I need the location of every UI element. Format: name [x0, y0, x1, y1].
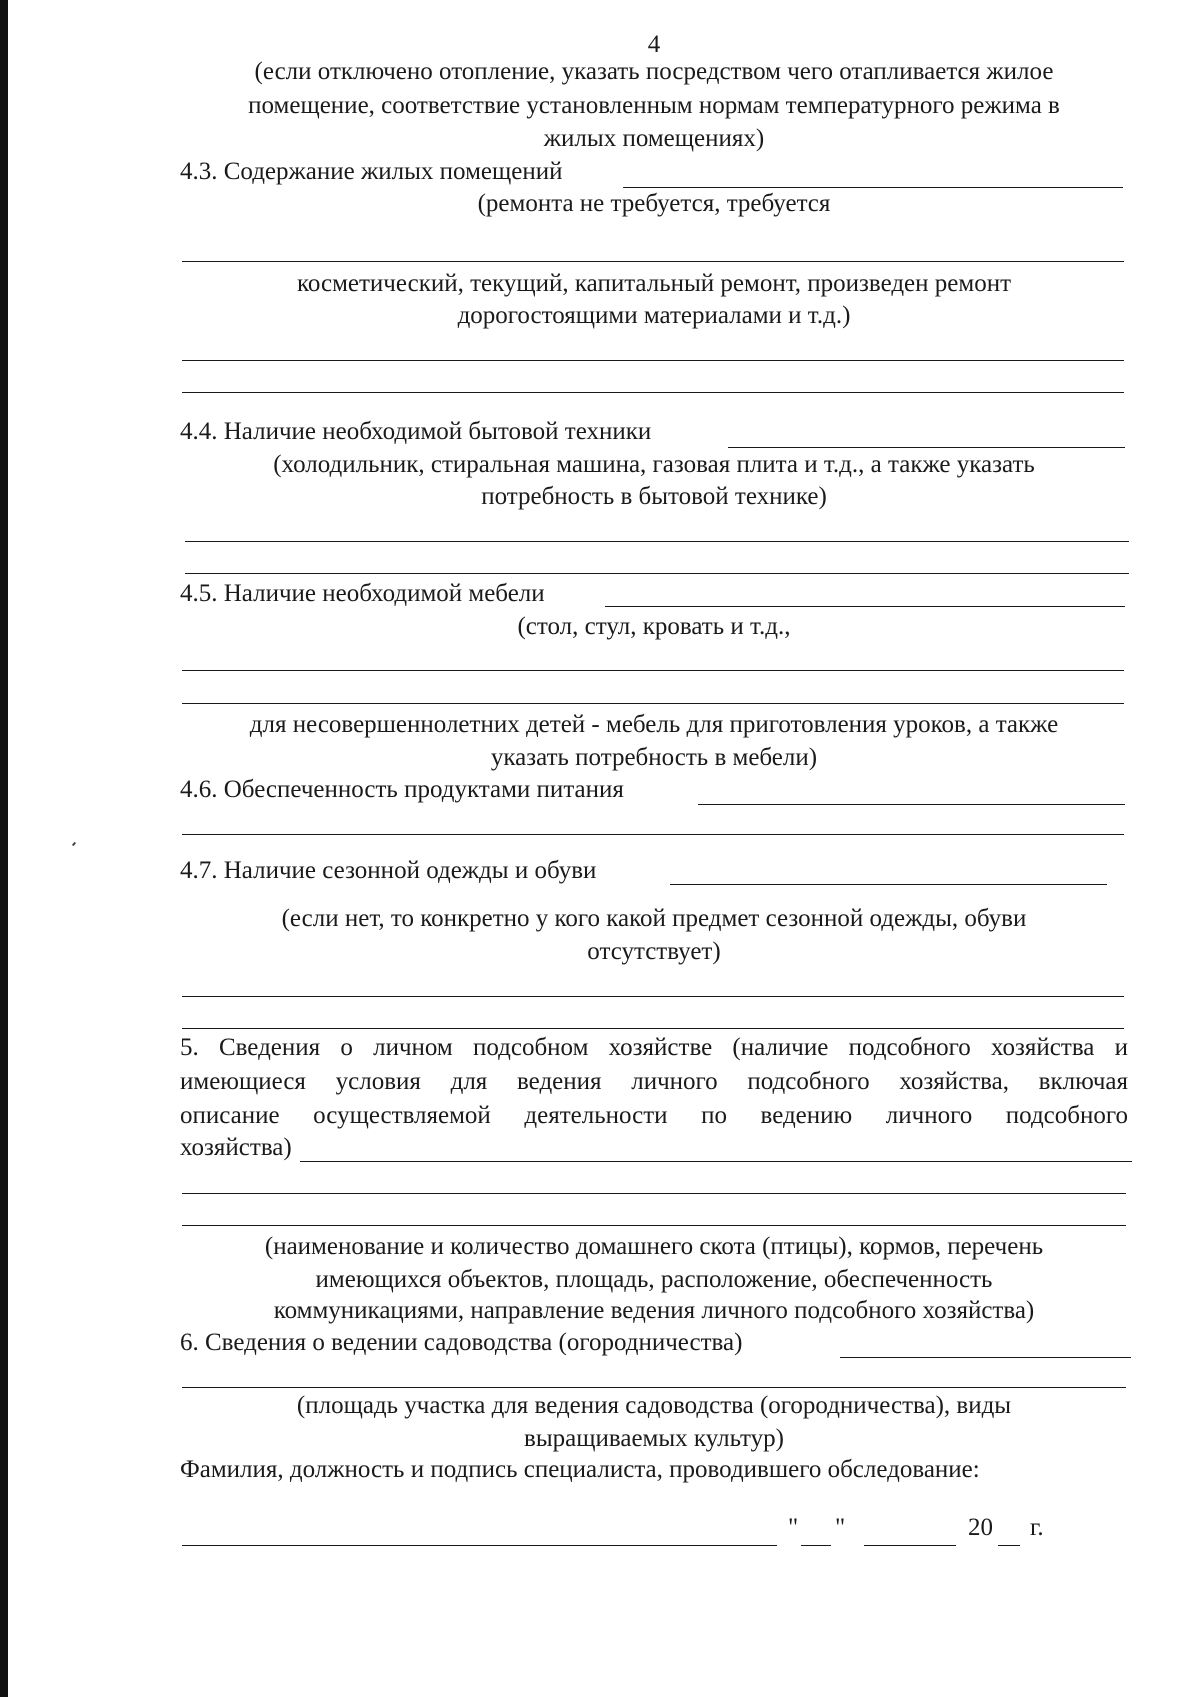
item-5-hint1: (наименование и количество домашнего скота (птицы), кормов, перечень: [264, 1233, 1044, 1260]
item-4-6-label: 4.6. Обеспеченность продуктами питания: [180, 776, 624, 803]
scan-edge: [0, 0, 8, 1697]
item-4-4-line-2[interactable]: [185, 573, 1129, 574]
item-4-7-label: 4.7. Наличие сезонной одежды и обуви: [180, 857, 597, 884]
item-4-5-label: 4.5. Наличие необходимой мебели: [180, 580, 545, 607]
item-6-line-1[interactable]: [182, 1387, 1126, 1388]
item-4-7-line-1[interactable]: [182, 996, 1124, 997]
date-quote-close: ": [835, 1514, 846, 1541]
signature-line[interactable]: [182, 1545, 777, 1546]
signature-label: Фамилия, должность и подпись специалиста, проводившего обследование:: [180, 1456, 980, 1483]
item-4-3-blank[interactable]: [623, 187, 1123, 188]
item-4-3-line-2[interactable]: [182, 360, 1124, 361]
item-5-line3: описание осуществляемой деятельности по ведению личного подсобного: [180, 1102, 1128, 1129]
item-5-line-1[interactable]: [182, 1193, 1126, 1194]
item-4-5-line-2[interactable]: [182, 703, 1124, 704]
item-4-4-hint2: потребность в бытовой технике): [481, 483, 827, 510]
item-4-4-label: 4.4. Наличие необходимой бытовой техники: [180, 418, 652, 445]
item-4-5-hint1: (стол, стул, кровать и т.д.,: [517, 613, 791, 640]
item-4-3-hint1: (ремонта не требуется, требуется: [477, 190, 831, 217]
item-4-3-hint2: косметический, текущий, капитальный ремонт, произведен ремонт: [296, 270, 1011, 297]
stray-mark: [72, 842, 76, 846]
item-4-3-line-3[interactable]: [182, 392, 1124, 393]
document-page: [180, 0, 1128, 1697]
date-year-prefix: 20: [968, 1514, 993, 1541]
item-4-4-line-1[interactable]: [185, 541, 1129, 542]
item-4-3-line-1[interactable]: [182, 261, 1124, 262]
date-year-blank[interactable]: [998, 1545, 1020, 1546]
item-5-hint2: имеющихся объектов, площадь, расположение, обеспеченность: [315, 1266, 993, 1293]
item-4-5-blank[interactable]: [605, 606, 1125, 607]
item-4-4-blank[interactable]: [728, 447, 1125, 448]
date-year-suffix: г.: [1030, 1514, 1044, 1541]
heating-hint-line1: (если отключено отопление, указать посредством чего отапливается жилое: [254, 58, 1054, 85]
item-5-blank[interactable]: [300, 1161, 1132, 1162]
heating-hint-line2: помещение, соответствие установленным нормам температурного режима в: [248, 92, 1060, 119]
item-4-3-label: 4.3. Содержание жилых помещений: [180, 158, 563, 185]
item-6-hint1: (площадь участка для ведения садоводства (огородничества), виды: [296, 1392, 1012, 1419]
page-number: 4: [647, 31, 661, 58]
item-4-6-line-1[interactable]: [182, 834, 1124, 835]
item-6-blank[interactable]: [840, 1357, 1131, 1358]
item-4-7-blank[interactable]: [670, 884, 1107, 885]
date-quote-open: ": [788, 1514, 799, 1541]
item-4-3-hint3: дорогостоящими материалами и т.д.): [457, 302, 851, 329]
item-6-hint2: выращиваемых культур): [524, 1425, 784, 1452]
item-5-line2: имеющиеся условия для ведения личного подсобного хозяйства, включая: [180, 1068, 1128, 1095]
date-day-blank[interactable]: [801, 1545, 831, 1546]
date-month-blank[interactable]: [864, 1545, 956, 1546]
item-4-5-line-1[interactable]: [182, 670, 1124, 671]
item-4-5-hint3: указать потребность в мебели): [490, 744, 818, 771]
item-4-7-hint2: отсутствует): [587, 938, 721, 965]
heating-hint-line3: жилых помещениях): [543, 125, 765, 152]
item-5-line-2[interactable]: [182, 1225, 1126, 1226]
item-4-6-blank[interactable]: [698, 804, 1125, 805]
item-4-5-hint2: для несовершеннолетних детей - мебель для приготовления уроков, а также: [249, 711, 1059, 738]
item-5-line4: хозяйства): [180, 1134, 292, 1161]
item-6-label: 6. Сведения о ведении садоводства (огородничества): [180, 1329, 743, 1356]
item-5-line1: 5. Сведения о личном подсобном хозяйстве (наличие подсобного хозяйства и: [180, 1034, 1128, 1061]
item-4-7-line-2[interactable]: [182, 1028, 1124, 1029]
item-4-7-hint1: (если нет, то конкретно у кого какой предмет сезонной одежды, обуви: [281, 905, 1027, 932]
item-5-hint3: коммуникациями, направление ведения личного подсобного хозяйства): [273, 1297, 1035, 1324]
item-4-4-hint1: (холодильник, стиральная машина, газовая плита и т.д., а также указать: [273, 451, 1035, 478]
